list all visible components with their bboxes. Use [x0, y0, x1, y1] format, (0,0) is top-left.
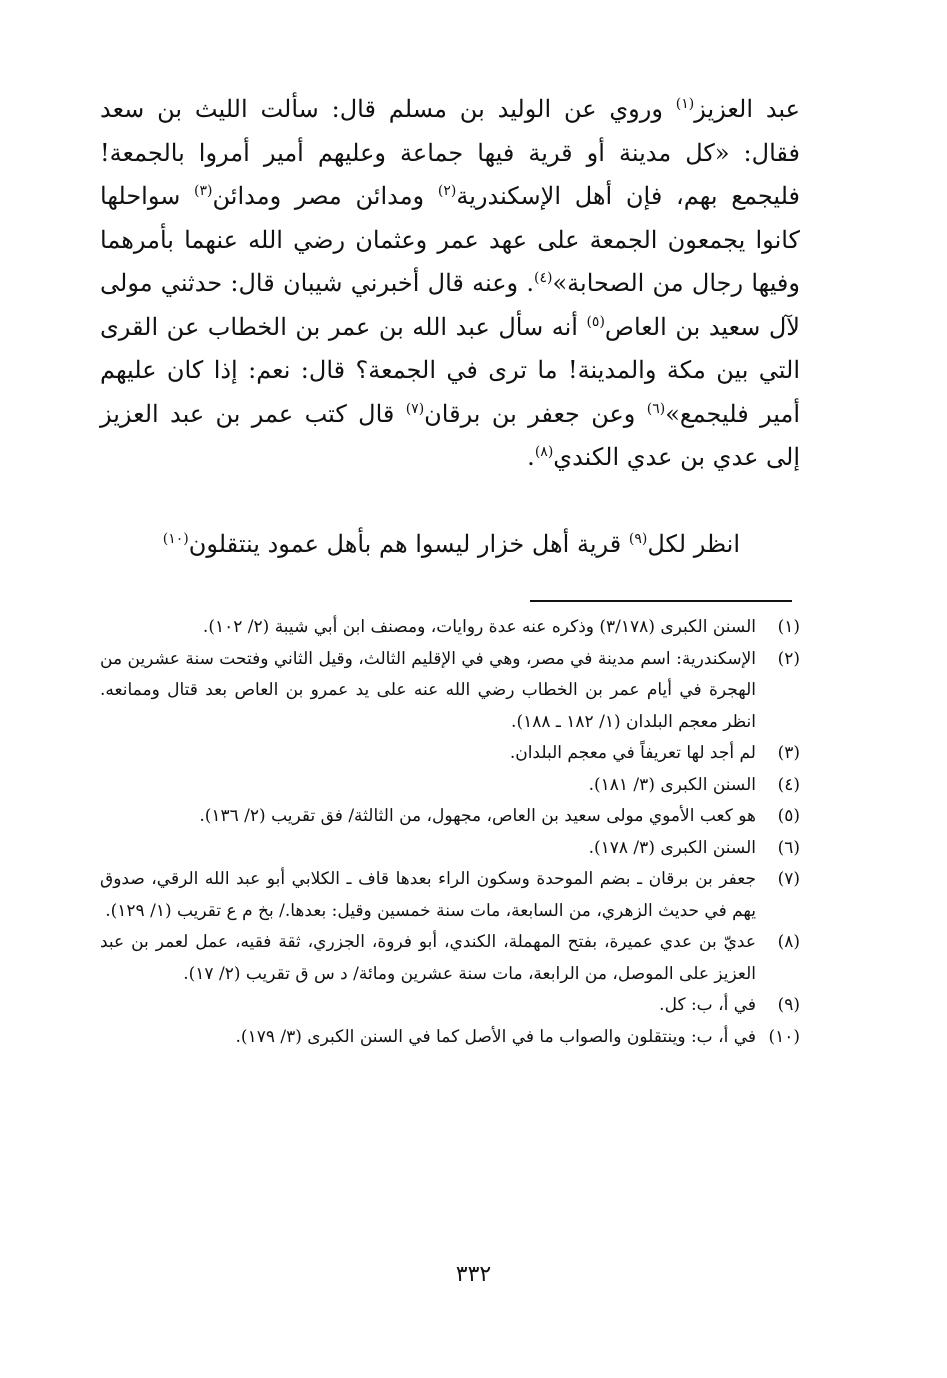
- footnote-ref: (٧): [405, 400, 425, 417]
- text-run: .: [527, 443, 535, 471]
- footnote-item: [100, 770, 800, 802]
- footnote-item: [100, 990, 800, 1022]
- footnote-text: السنن الكبرى (٣/ ١٧٨).: [588, 837, 756, 858]
- footnote-ref: (٤): [534, 270, 553, 286]
- footnote-text: لم أجد لها تعريفاً في معجم البلدان.: [509, 743, 756, 763]
- verse-run: انظر لكل: [647, 530, 740, 558]
- footnote-item: [100, 833, 800, 865]
- footnote-item: [100, 738, 800, 770]
- footnote-number: (٥): [777, 806, 800, 826]
- main-paragraph: [100, 88, 800, 480]
- footnote-item: [100, 644, 800, 739]
- footnote-ref: (٨): [534, 444, 554, 460]
- footnote-text: في أ، ب: كل.: [659, 995, 756, 1015]
- footnote-text: السنن الكبرى (٣/ ١٨١).: [588, 774, 756, 795]
- footnote-item: [100, 927, 800, 990]
- footnote-divider: [530, 600, 792, 602]
- main-text: [100, 88, 800, 480]
- footnote-text: جعفر بن برقان ـ بضم الموحدة وسكون الراء بعدها قاف ـ الكلابي أبو عبد الله الرقي، صدوق يهم في حديث الزهري، من السابعة، مات سنة خمسين وقيل: بعدها./ بخ م ع تقريب (١/ ١٢٩).: [100, 869, 756, 921]
- text-run: سواحلها كانوا يجمعون الجمعة على عهد عمر وعثمان رضي الله عنهما بأمرهما وفيها رجال من الصحابة»: [100, 182, 800, 297]
- footnote-number: (٦): [777, 837, 800, 858]
- footnote-number: (٣): [777, 743, 800, 763]
- text-run: أنه سأل عبد الله بن عمر بن الخطاب عن القرى التي بين مكة والمدينة! ما ترى في الجمعة؟ قال: نعم: إذا كان عليهم أمير فليجمع»: [100, 312, 801, 428]
- footnote-text: عديّ بن عدي عميرة، بفتح المهملة، الكندي، أبو فروة، الجزري، ثقة فقيه، عمل لعمر بن عبد العزيز على الموصل، من الرابعة، مات سنة عشرين ومائة/ د س ق تقريب (٢/ ١٧).: [100, 932, 756, 984]
- footnote-text: الإسكندرية: اسم مدينة في مصر، وهي في الإقليم الثالث، وقيل الثاني وفتحت سنة عشرين من الهجرة في أيام عمر بن الخطاب رضي الله عنه على يد عمرو بن العاص بعد قتال وممانعه. انظر معجم البلدان (١/ ١٨٢ ـ ١٨٨).: [100, 648, 756, 732]
- footnote-ref: (٦): [646, 400, 666, 417]
- footnote-item: [100, 612, 800, 644]
- footnote-ref: (٣): [194, 183, 213, 199]
- text-run: قال كتب عمر بن عبد العزيز إلى عدي بن عدي الكندي: [100, 399, 800, 471]
- footnote-ref: (١٠): [162, 531, 189, 547]
- footnotes: [100, 612, 800, 1053]
- footnote-number: (٨): [777, 932, 800, 952]
- text-run: وروي عن الوليد بن مسلم قال: سألت الليث بن سعد فقال: «كل مدينة أو قرية فيها جماعة وعليهم أمير أمروا بالجمعة! فليجمع بهم، فإن أهل الإسكندرية: [100, 95, 800, 210]
- footnote-number: (١٠): [768, 1026, 800, 1047]
- poetry-verse: [100, 522, 740, 566]
- text-run: وعن جعفر بن برقان: [424, 399, 647, 428]
- footnote-number: (٧): [777, 869, 800, 889]
- text-run: عبد العزيز: [694, 95, 800, 123]
- footnote-number: (٩): [777, 995, 800, 1015]
- footnote-ref: (٥): [586, 313, 605, 330]
- text-run: . وعنه قال أخبرني شيبان قال: حدثني مولى لآل سعيد بن العاص: [100, 269, 800, 341]
- footnote-text: السنن الكبرى (٣/١٧٨) وذكره عنه عدة روايات، ومصنف ابن أبي شيبة (٢/ ١٠٢).: [202, 617, 756, 637]
- footnote-ref: (٢): [437, 183, 457, 199]
- footnote-text: هو كعب الأموي مولى سعيد بن العاص، مجهول، من الثالثة/ فق تقريب (٢/ ١٣٦).: [199, 806, 756, 826]
- footnote-number: (٢): [777, 648, 800, 669]
- footnote-number: (٤): [777, 774, 800, 795]
- page-number: ٣٣٢: [455, 1262, 492, 1287]
- footnote-number: (١): [777, 617, 800, 637]
- footnote-text: في أ، ب: وينتقلون والصواب ما في الأصل كما في السنن الكبرى (٣/ ١٧٩).: [235, 1026, 756, 1047]
- text-run: ومدائن مصر ومدائن: [212, 182, 438, 210]
- verse-run: قرية أهل خزار ليسوا هم بأهل عمود ينتقلون: [188, 530, 629, 558]
- footnote-item: [100, 1022, 800, 1054]
- footnote-item: [100, 864, 800, 927]
- footnote-ref: (١): [675, 96, 695, 112]
- footnote-item: [100, 801, 800, 833]
- footnote-ref: (٩): [628, 531, 648, 547]
